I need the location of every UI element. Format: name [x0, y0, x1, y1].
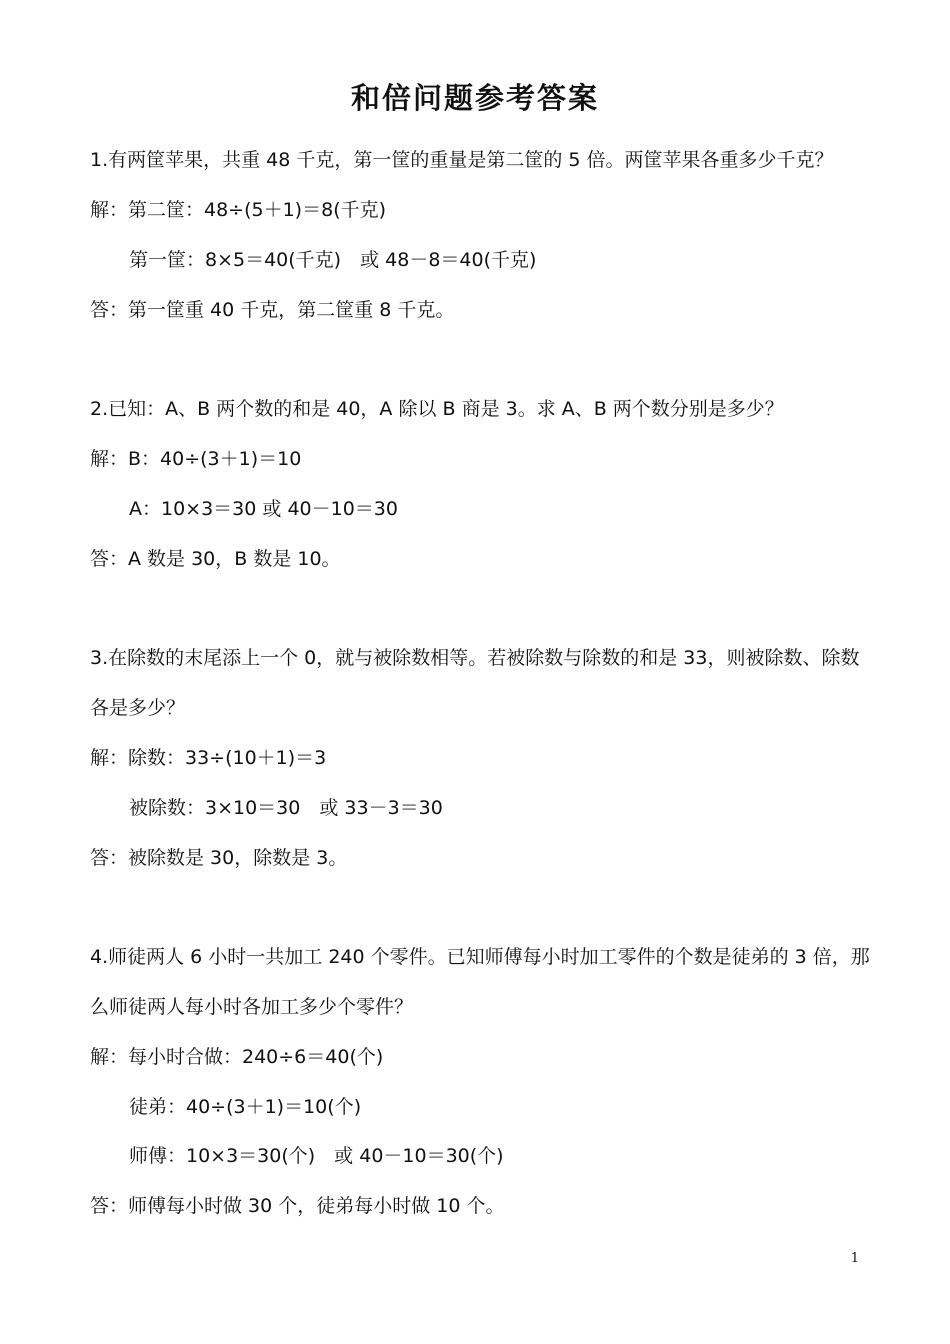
problem-4-question-line-1: 4.师徒两人 6 小时一共加工 240 个零件。已知师傅每小时加工零件的个数是徒弟的 3 倍，那 [90, 946, 870, 968]
problem-1-question-line-1: 1.有两筐苹果，共重 48 千克，第一筐的重量是第二筐的 5 倍。两筐苹果各重多少千克？ [90, 149, 834, 171]
page-number: 1 [850, 1251, 859, 1266]
page-title: 和倍问题参考答案 [350, 81, 599, 115]
problem-4-answer: 答：师傅每小时做 30 个，徒弟每小时做 10 个。 [90, 1195, 505, 1217]
problem-2-solution-line-2: A：10×3＝30 或 40－10＝30 [129, 498, 398, 520]
problem-3-question-line-2: 各是多少？ [90, 697, 186, 719]
problem-3-solution-line-1: 解：除数：33÷(10＋1)＝3 [90, 747, 327, 769]
problem-3-solution-line-2: 被除数：3×10＝30 或 33－3＝30 [129, 797, 443, 819]
problem-3-answer: 答：被除数是 30，除数是 3。 [90, 847, 348, 869]
problem-4-solution-line-2: 徒弟：40÷(3＋1)＝10(个) [129, 1096, 362, 1118]
problem-1-solution-line-2: 第一筐：8×5＝40(千克) 或 48－8＝40(千克) [129, 249, 537, 271]
problem-1-solution-line-1: 解：第二筐：48÷(5＋1)＝8(千克) [90, 199, 387, 221]
problem-1-answer: 答：第一筐重 40 千克，第二筐重 8 千克。 [90, 299, 455, 321]
problem-2-question-line-1: 2.已知：A、B 两个数的和是 40，A 除以 B 商是 3。求 A、B 两个数分别是多少？ [90, 398, 784, 420]
problem-2-solution-line-1: 解：B：40÷(3＋1)＝10 [90, 448, 302, 470]
problem-4-solution-line-1: 解：每小时合做：240÷6＝40(个) [90, 1046, 384, 1068]
problem-4-solution-line-3: 师傅：10×3＝30(个) 或 40－10＝30(个) [129, 1145, 504, 1167]
problem-2-answer: 答：A 数是 30，B 数是 10。 [90, 548, 341, 570]
problem-3-question-line-1: 3.在除数的末尾添上一个 0，就与被除数相等。若被除数与除数的和是 33，则被除数、除数 [90, 647, 860, 669]
problem-4-question-line-2: 么师徒两人每小时各加工多少个零件？ [90, 996, 414, 1018]
